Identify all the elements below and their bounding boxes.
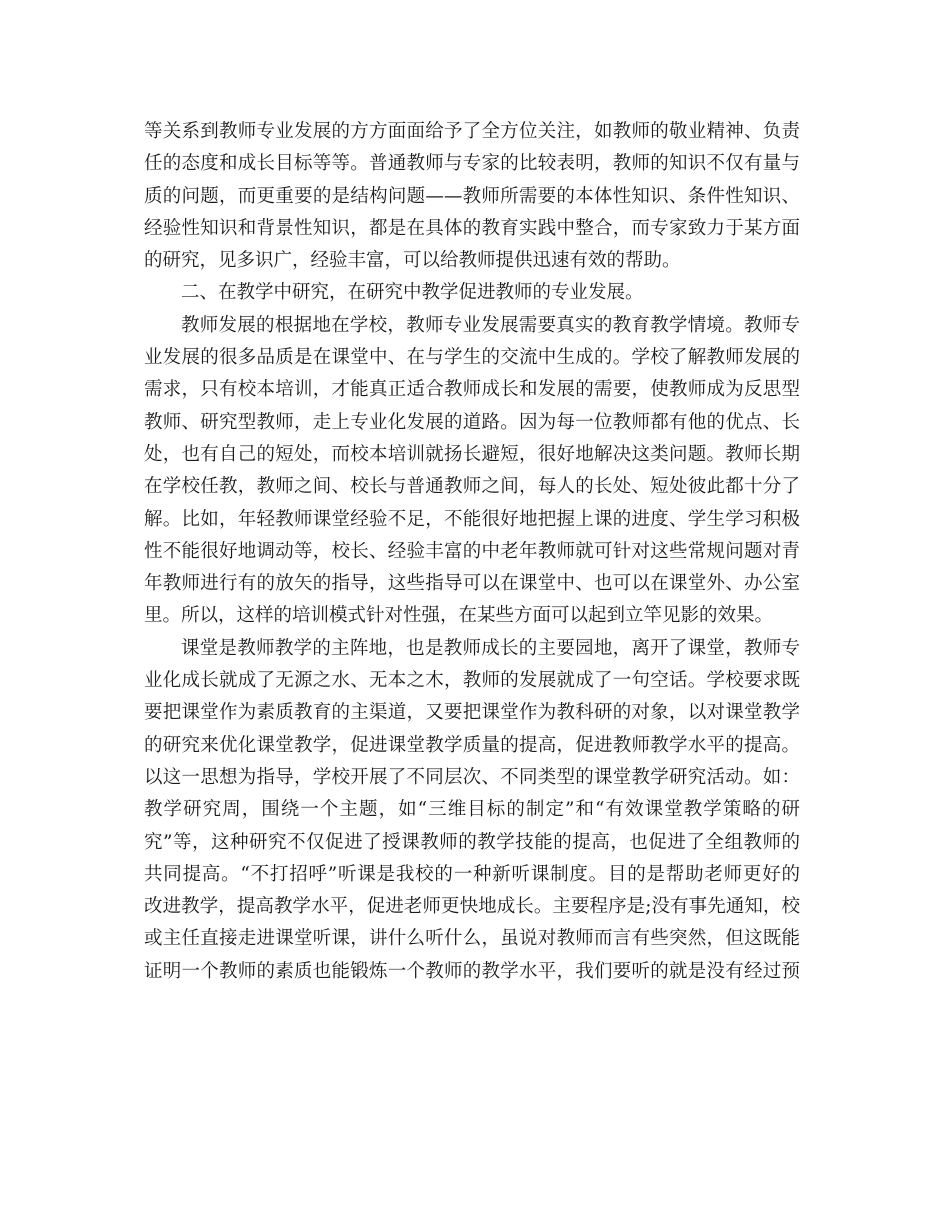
text-line: 等关系到教师专业发展的方方面面给予了全方位关注，如教师的敬业精神、负责	[144, 121, 800, 142]
paragraph-4	[144, 633, 800, 988]
text-line: 究”等，这种研究不仅促进了授课教师的教学技能的提高，也促进了全组教师的	[144, 831, 800, 853]
text-line: 年教师进行有的放矢的指导，这些指导可以在课堂中、也可以在课堂外、办公室	[144, 573, 800, 595]
text-line: 里。所以，这样的培训模式针对性强，在某些方面可以起到立竿见影的效果。	[144, 605, 774, 627]
text-line: 的研究，见多识广，经验丰富，可以给教师提供迅速有效的帮助。	[144, 250, 681, 272]
text-line: 以这一思想为指导，学校开展了不同层次、不同类型的课堂教学研究活动。如：	[144, 766, 800, 788]
text-line: 质的问题，而更重要的是结构问题——教师所需要的本体性知识、条件性知识、	[144, 185, 800, 207]
text-line: 证明一个教师的素质也能锻炼一个教师的教学水平，我们要听的就是没有经过预	[144, 960, 800, 982]
text-line: 性不能很好地调动等，校长、经验丰富的中老年教师就可针对这些常规问题对青	[144, 540, 800, 562]
text-line: 的研究来优化课堂教学，促进课堂教学质量的提高，促进教师教学水平的提高。	[144, 734, 800, 756]
text-line: 处，也有自己的短处，而校本培训就扬长避短，很好地解决这类问题。教师长期	[144, 443, 800, 465]
text-line: 教师、研究型教师，走上专业化发展的道路。因为每一位教师都有他的优点、长	[144, 411, 800, 433]
text-line: 要把课堂作为素质教育的主渠道，又要把课堂作为教科研的对象，以对课堂教学	[144, 702, 800, 724]
text-line: 二、在教学中研究，在研究中教学促进教师的专业发展。	[181, 282, 644, 304]
text-line: 业发展的很多品质是在课堂中、在与学生的交流中生成的。学校了解教师发展的	[144, 347, 800, 369]
text-line: 在学校任教，教师之间、校长与普通教师之间，每人的长处、短处彼此都十分了	[144, 476, 800, 498]
text-line: 共同提高。“不打招呼”听课是我校的一种新听课制度。目的是帮助老师更好的	[144, 863, 800, 885]
text-line: 需求，只有校本培训，才能真正适合教师成长和发展的需要，使教师成为反思型	[144, 379, 800, 401]
text-line: 改进教学，提高教学水平，促进老师更快地成长。主要程序是;没有事先通知，校	[144, 896, 800, 918]
section-heading	[144, 277, 800, 309]
text-line: 业化成长就成了无源之水、无本之木，教师的发展就成了一句空话。学校要求既	[144, 670, 800, 692]
text-line: 解。比如，年轻教师课堂经验不足，不能很好地把握上课的进度、学生学习积极	[144, 508, 800, 530]
text-line: 或主任直接走进课堂听课，讲什么听什么，虽说对教师而言有些突然，但这既能	[144, 928, 800, 950]
text-line: 任的态度和成长目标等等。普通教师与专家的比较表明，教师的知识不仅有量与	[144, 153, 800, 175]
text-line: 经验性知识和背景性知识，都是在具体的教育实践中整合，而专家致力于某方面	[144, 217, 800, 239]
text-line: 课堂是教师教学的主阵地，也是教师成长的主要园地，离开了课堂，教师专	[181, 637, 800, 659]
text-line: 教学研究周，围绕一个主题，如“三维目标的制定”和“有效课堂教学策略的研	[144, 799, 800, 821]
body-text	[144, 116, 800, 988]
text-line: 教师发展的根据地在学校，教师专业发展需要真实的教育教学情境。教师专	[181, 314, 800, 336]
paragraph-3	[144, 310, 800, 633]
paragraph-1	[144, 116, 800, 277]
